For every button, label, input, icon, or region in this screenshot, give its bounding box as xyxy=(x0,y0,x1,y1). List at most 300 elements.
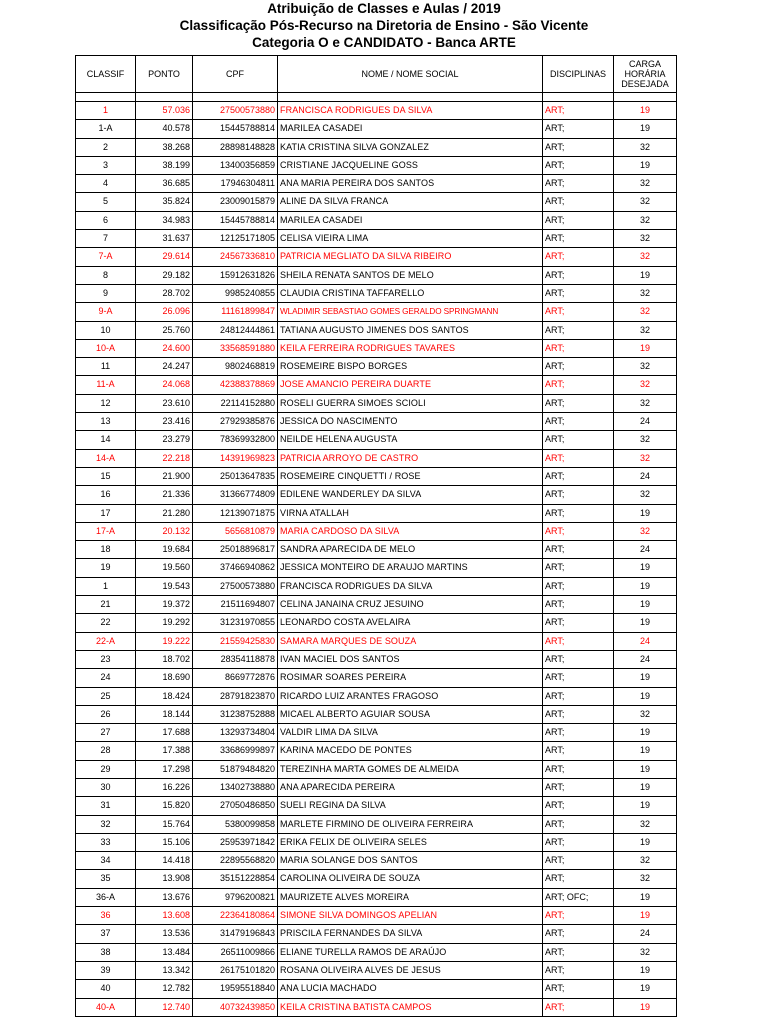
cell-disciplinas: ART; xyxy=(543,797,614,815)
cell-ponto: 15.820 xyxy=(136,797,193,815)
cell-disciplinas: ART; xyxy=(543,577,614,595)
cell-disciplinas: ART; xyxy=(543,650,614,668)
table-row xyxy=(76,467,677,485)
cell-carga: 24 xyxy=(614,925,677,943)
cell-nome: KARINA MACEDO DE PONTES xyxy=(278,742,543,760)
cell-carga: 32 xyxy=(614,175,677,193)
cell-carga: 19 xyxy=(614,888,677,906)
cell-nome: JESSICA MONTEIRO DE ARAUJO MARTINS xyxy=(278,559,543,577)
cell-carga: 32 xyxy=(614,230,677,248)
cell-carga: 19 xyxy=(614,266,677,284)
table-row xyxy=(76,907,677,925)
cell-cpf: 24567336810 xyxy=(193,248,278,266)
cell-carga: 32 xyxy=(614,522,677,540)
cell-classif: 7 xyxy=(76,230,136,248)
cell-nome: PATRICIA ARROYO DE CASTRO xyxy=(278,449,543,467)
cell-ponto: 23.416 xyxy=(136,413,193,431)
cell-ponto: 21.336 xyxy=(136,486,193,504)
cell-nome: MARILEA CASADEI xyxy=(278,211,543,229)
cell-classif: 1 xyxy=(76,102,136,120)
cell-ponto: 19.372 xyxy=(136,596,193,614)
cell-disciplinas: ART; xyxy=(543,394,614,412)
cell-cpf: 9796200821 xyxy=(193,888,278,906)
cell-disciplinas: ART; xyxy=(543,339,614,357)
table-row xyxy=(76,632,677,650)
cell-ponto: 23.610 xyxy=(136,394,193,412)
cell-disciplinas: ART; xyxy=(543,559,614,577)
document-header xyxy=(0,0,768,51)
table-row xyxy=(76,413,677,431)
cell-disciplinas: ART; xyxy=(543,467,614,485)
cell-ponto: 38.199 xyxy=(136,156,193,174)
cell-cpf: 22114152880 xyxy=(193,394,278,412)
cell-classif: 9 xyxy=(76,284,136,302)
column-header-ponto: PONTO xyxy=(136,56,193,93)
cell-disciplinas: ART; xyxy=(543,870,614,888)
cell-cpf: 13293734804 xyxy=(193,724,278,742)
table-row xyxy=(76,339,677,357)
cell-cpf: 15445788814 xyxy=(193,120,278,138)
cell-nome: NEILDE HELENA AUGUSTA xyxy=(278,431,543,449)
cell-carga: 19 xyxy=(614,687,677,705)
cell-ponto: 35.824 xyxy=(136,193,193,211)
cell-carga: 19 xyxy=(614,669,677,687)
cell-nome: SAMARA MARQUES DE SOUZA xyxy=(278,632,543,650)
cell-nome: SANDRA APARECIDA DE MELO xyxy=(278,541,543,559)
cell-cpf: 13402738880 xyxy=(193,778,278,796)
cell-cpf: 27500573880 xyxy=(193,577,278,595)
cell-carga: 19 xyxy=(614,724,677,742)
cell-carga: 32 xyxy=(614,394,677,412)
classification-table xyxy=(75,55,677,1017)
cell-classif: 27 xyxy=(76,724,136,742)
cell-nome: TEREZINHA MARTA GOMES DE ALMEIDA xyxy=(278,760,543,778)
cell-cpf: 25953971842 xyxy=(193,833,278,851)
cell-carga: 32 xyxy=(614,431,677,449)
cell-cpf: 28791823870 xyxy=(193,687,278,705)
cell-carga: 24 xyxy=(614,467,677,485)
table-row xyxy=(76,175,677,193)
cell-classif: 12 xyxy=(76,394,136,412)
cell-disciplinas: ART; xyxy=(543,120,614,138)
table-row xyxy=(76,284,677,302)
cell-disciplinas: ART; xyxy=(543,266,614,284)
cell-ponto: 24.068 xyxy=(136,376,193,394)
cell-nome: MARIA SOLANGE DOS SANTOS xyxy=(278,852,543,870)
table-row xyxy=(76,724,677,742)
cell-disciplinas: ART; xyxy=(543,760,614,778)
cell-nome: TATIANA AUGUSTO JIMENES DOS SANTOS xyxy=(278,321,543,339)
cell-nome: JOSE AMANCIO PEREIRA DUARTE xyxy=(278,376,543,394)
cell-disciplinas: ART; xyxy=(543,248,614,266)
cell-disciplinas: ART; xyxy=(543,358,614,376)
cell-cpf: 19595518840 xyxy=(193,980,278,998)
cell-classif: 39 xyxy=(76,961,136,979)
cell-cpf: 9985240855 xyxy=(193,284,278,302)
cell-carga: 24 xyxy=(614,541,677,559)
cell-carga: 32 xyxy=(614,449,677,467)
table-row xyxy=(76,230,677,248)
cell-classif: 18 xyxy=(76,541,136,559)
cell-classif: 33 xyxy=(76,833,136,851)
cell-cpf: 13400356859 xyxy=(193,156,278,174)
table-row xyxy=(76,522,677,540)
cell-nome: SIMONE SILVA DOMINGOS APELIAN xyxy=(278,907,543,925)
table-row xyxy=(76,870,677,888)
cell-carga: 19 xyxy=(614,833,677,851)
cell-carga: 32 xyxy=(614,303,677,321)
cell-classif: 11-A xyxy=(76,376,136,394)
cell-ponto: 18.690 xyxy=(136,669,193,687)
table-row xyxy=(76,669,677,687)
table-row xyxy=(76,650,677,668)
cell-ponto: 26.096 xyxy=(136,303,193,321)
table-row xyxy=(76,211,677,229)
table-row xyxy=(76,486,677,504)
cell-cpf: 27500573880 xyxy=(193,102,278,120)
cell-cpf: 78369932800 xyxy=(193,431,278,449)
cell-nome: CELINA JANAINA CRUZ JESUINO xyxy=(278,596,543,614)
table-row xyxy=(76,102,677,120)
cell-ponto: 25.760 xyxy=(136,321,193,339)
cell-ponto: 16.226 xyxy=(136,778,193,796)
cell-classif: 26 xyxy=(76,705,136,723)
table-header-row xyxy=(76,56,677,93)
cell-disciplinas: ART; xyxy=(543,211,614,229)
cell-disciplinas: ART; xyxy=(543,486,614,504)
cell-disciplinas: ART; xyxy=(543,175,614,193)
cell-cpf: 33686999897 xyxy=(193,742,278,760)
cell-classif: 19 xyxy=(76,559,136,577)
cell-carga: 32 xyxy=(614,486,677,504)
cell-disciplinas: ART; xyxy=(543,193,614,211)
table-row xyxy=(76,833,677,851)
cell-nome: SHEILA RENATA SANTOS DE MELO xyxy=(278,266,543,284)
cell-nome: MARILEA CASADEI xyxy=(278,120,543,138)
cell-ponto: 31.637 xyxy=(136,230,193,248)
table-row xyxy=(76,760,677,778)
cell-ponto: 36.685 xyxy=(136,175,193,193)
table-row xyxy=(76,504,677,522)
cell-cpf: 31238752888 xyxy=(193,705,278,723)
cell-ponto: 13.484 xyxy=(136,943,193,961)
cell-carga: 24 xyxy=(614,413,677,431)
cell-carga: 19 xyxy=(614,797,677,815)
cell-ponto: 24.600 xyxy=(136,339,193,357)
cell-nome: MICAEL ALBERTO AGUIAR SOUSA xyxy=(278,705,543,723)
cell-classif: 8 xyxy=(76,266,136,284)
cell-carga: 19 xyxy=(614,614,677,632)
cell-classif: 1 xyxy=(76,577,136,595)
cell-disciplinas: ART; xyxy=(543,815,614,833)
cell-ponto: 12.782 xyxy=(136,980,193,998)
cell-carga: 32 xyxy=(614,705,677,723)
cell-classif: 14-A xyxy=(76,449,136,467)
cell-disciplinas: ART; xyxy=(543,852,614,870)
cell-carga: 19 xyxy=(614,339,677,357)
cell-carga: 32 xyxy=(614,943,677,961)
cell-disciplinas: ART; xyxy=(543,998,614,1016)
cell-carga: 32 xyxy=(614,138,677,156)
cell-nome: ROSANA OLIVEIRA ALVES DE JESUS xyxy=(278,961,543,979)
cell-cpf: 31479196843 xyxy=(193,925,278,943)
cell-nome: IVAN MACIEL DOS SANTOS xyxy=(278,650,543,668)
table-row xyxy=(76,156,677,174)
table-row xyxy=(76,303,677,321)
cell-disciplinas: ART; xyxy=(543,138,614,156)
cell-cpf: 12125171805 xyxy=(193,230,278,248)
cell-classif: 32 xyxy=(76,815,136,833)
cell-ponto: 21.900 xyxy=(136,467,193,485)
cell-classif: 37 xyxy=(76,925,136,943)
cell-ponto: 19.684 xyxy=(136,541,193,559)
cell-disciplinas: ART; xyxy=(543,833,614,851)
cell-carga: 32 xyxy=(614,815,677,833)
cell-carga: 19 xyxy=(614,102,677,120)
cell-nome: ANA MARIA PEREIRA DOS SANTOS xyxy=(278,175,543,193)
cell-carga: 32 xyxy=(614,852,677,870)
cell-ponto: 17.688 xyxy=(136,724,193,742)
cell-ponto: 13.676 xyxy=(136,888,193,906)
cell-nome: ALINE DA SILVA FRANCA xyxy=(278,193,543,211)
table-row xyxy=(76,980,677,998)
cell-disciplinas: ART; xyxy=(543,724,614,742)
cell-classif: 3 xyxy=(76,156,136,174)
cell-nome: ROSEMEIRE BISPO BORGES xyxy=(278,358,543,376)
cell-carga: 24 xyxy=(614,632,677,650)
cell-cpf: 14391969823 xyxy=(193,449,278,467)
cell-nome: LEONARDO COSTA AVELAIRA xyxy=(278,614,543,632)
table-row xyxy=(76,138,677,156)
cell-ponto: 29.182 xyxy=(136,266,193,284)
cell-ponto: 23.279 xyxy=(136,431,193,449)
table-row xyxy=(76,358,677,376)
cell-carga: 32 xyxy=(614,870,677,888)
cell-cpf: 40732439850 xyxy=(193,998,278,1016)
cell-classif: 9-A xyxy=(76,303,136,321)
cell-cpf: 28898148828 xyxy=(193,138,278,156)
cell-carga: 19 xyxy=(614,504,677,522)
column-header-disciplinas: DISCIPLINAS xyxy=(543,56,614,93)
cell-cpf: 26511009866 xyxy=(193,943,278,961)
table-row xyxy=(76,943,677,961)
cell-nome: KATIA CRISTINA SILVA GONZALEZ xyxy=(278,138,543,156)
cell-nome: CRISTIANE JACQUELINE GOSS xyxy=(278,156,543,174)
cell-cpf: 8669772876 xyxy=(193,669,278,687)
cell-ponto: 18.144 xyxy=(136,705,193,723)
table-row xyxy=(76,120,677,138)
cell-cpf: 31366774809 xyxy=(193,486,278,504)
cell-disciplinas: ART; xyxy=(543,413,614,431)
cell-cpf: 37466940862 xyxy=(193,559,278,577)
cell-carga: 24 xyxy=(614,650,677,668)
cell-cpf: 15912631826 xyxy=(193,266,278,284)
cell-classif: 40-A xyxy=(76,998,136,1016)
cell-nome: ROSIMAR SOARES PEREIRA xyxy=(278,669,543,687)
cell-nome: RICARDO LUIZ ARANTES FRAGOSO xyxy=(278,687,543,705)
cell-nome: SUELI REGINA DA SILVA xyxy=(278,797,543,815)
cell-carga: 19 xyxy=(614,596,677,614)
table-row xyxy=(76,742,677,760)
cell-ponto: 40.578 xyxy=(136,120,193,138)
cell-carga: 19 xyxy=(614,156,677,174)
table-row xyxy=(76,596,677,614)
cell-carga: 32 xyxy=(614,358,677,376)
cell-classif: 23 xyxy=(76,650,136,668)
cell-nome: CAROLINA OLIVEIRA DE SOUZA xyxy=(278,870,543,888)
cell-disciplinas: ART; xyxy=(543,284,614,302)
cell-carga: 19 xyxy=(614,742,677,760)
table-row xyxy=(76,687,677,705)
header-title-line-2: Classificação Pós-Recurso na Diretoria de Ensino - São Vicente xyxy=(179,18,589,33)
cell-cpf: 11161899847 xyxy=(193,303,278,321)
cell-classif: 7-A xyxy=(76,248,136,266)
cell-ponto: 18.702 xyxy=(136,650,193,668)
cell-classif: 17-A xyxy=(76,522,136,540)
cell-ponto: 38.268 xyxy=(136,138,193,156)
cell-nome: ANA LUCIA MACHADO xyxy=(278,980,543,998)
table-row xyxy=(76,449,677,467)
cell-nome: VALDIR LIMA DA SILVA xyxy=(278,724,543,742)
cell-cpf: 5380099858 xyxy=(193,815,278,833)
table-row xyxy=(76,577,677,595)
cell-ponto: 19.543 xyxy=(136,577,193,595)
cell-cpf: 28354118878 xyxy=(193,650,278,668)
table-row xyxy=(76,431,677,449)
header-title-line-3: Categoria O e CANDIDATO - Banca ARTE xyxy=(252,35,516,50)
cell-cpf: 27929385876 xyxy=(193,413,278,431)
cell-nome: ROSELI GUERRA SIMOES SCIOLI xyxy=(278,394,543,412)
cell-nome: MAURIZETE ALVES MOREIRA xyxy=(278,888,543,906)
cell-carga: 32 xyxy=(614,321,677,339)
table-row xyxy=(76,797,677,815)
cell-classif: 36-A xyxy=(76,888,136,906)
cell-ponto: 13.908 xyxy=(136,870,193,888)
cell-classif: 22 xyxy=(76,614,136,632)
cell-nome: EDILENE WANDERLEY DA SILVA xyxy=(278,486,543,504)
cell-carga: 32 xyxy=(614,376,677,394)
cell-ponto: 19.222 xyxy=(136,632,193,650)
cell-classif: 38 xyxy=(76,943,136,961)
cell-classif: 40 xyxy=(76,980,136,998)
cell-carga: 32 xyxy=(614,193,677,211)
cell-classif: 29 xyxy=(76,760,136,778)
cell-ponto: 19.560 xyxy=(136,559,193,577)
cell-disciplinas: ART; xyxy=(543,303,614,321)
cell-disciplinas: ART; xyxy=(543,230,614,248)
cell-carga: 19 xyxy=(614,907,677,925)
cell-classif: 1-A xyxy=(76,120,136,138)
cell-cpf: 31231970855 xyxy=(193,614,278,632)
cell-ponto: 29.614 xyxy=(136,248,193,266)
cell-disciplinas: ART; xyxy=(543,669,614,687)
cell-cpf: 21559425830 xyxy=(193,632,278,650)
cell-ponto: 24.247 xyxy=(136,358,193,376)
cell-disciplinas: ART; xyxy=(543,596,614,614)
cell-carga: 32 xyxy=(614,211,677,229)
table-row xyxy=(76,266,677,284)
table-row xyxy=(76,394,677,412)
cell-nome: ANA APARECIDA PEREIRA xyxy=(278,778,543,796)
cell-disciplinas: ART; xyxy=(543,925,614,943)
cell-classif: 17 xyxy=(76,504,136,522)
cell-disciplinas: ART; xyxy=(543,504,614,522)
cell-disciplinas: ART; xyxy=(543,156,614,174)
cell-carga: 19 xyxy=(614,961,677,979)
cell-ponto: 15.106 xyxy=(136,833,193,851)
cell-ponto: 19.292 xyxy=(136,614,193,632)
cell-nome: VIRNA ATALLAH xyxy=(278,504,543,522)
cell-nome: ERIKA FELIX DE OLIVEIRA SELES xyxy=(278,833,543,851)
cell-nome: FRANCISCA RODRIGUES DA SILVA xyxy=(278,102,543,120)
cell-nome: ELIANE TURELLA RAMOS DE ARAÚJO xyxy=(278,943,543,961)
cell-ponto: 18.424 xyxy=(136,687,193,705)
cell-ponto: 13.536 xyxy=(136,925,193,943)
cell-nome: JESSICA DO NASCIMENTO xyxy=(278,413,543,431)
cell-cpf: 22364180864 xyxy=(193,907,278,925)
cell-disciplinas: ART; xyxy=(543,943,614,961)
cell-ponto: 57.036 xyxy=(136,102,193,120)
cell-disciplinas: ART; xyxy=(543,376,614,394)
table-row xyxy=(76,705,677,723)
cell-classif: 10-A xyxy=(76,339,136,357)
cell-disciplinas: ART; xyxy=(543,742,614,760)
table-row xyxy=(76,888,677,906)
cell-disciplinas: ART; xyxy=(543,632,614,650)
cell-classif: 36 xyxy=(76,907,136,925)
cell-classif: 10 xyxy=(76,321,136,339)
cell-nome: CLAUDIA CRISTINA TAFFARELLO xyxy=(278,284,543,302)
table-row xyxy=(76,961,677,979)
column-header-cpf: CPF xyxy=(193,56,278,93)
cell-disciplinas: ART; xyxy=(543,102,614,120)
cell-carga: 32 xyxy=(614,248,677,266)
cell-ponto: 17.388 xyxy=(136,742,193,760)
cell-nome: WLADIMIR SEBASTIAO GOMES GERALDO SPRINGMANN xyxy=(278,303,543,321)
cell-carga: 32 xyxy=(614,284,677,302)
cell-disciplinas: ART; xyxy=(543,449,614,467)
table-row xyxy=(76,925,677,943)
cell-classif: 35 xyxy=(76,870,136,888)
cell-disciplinas: ART; xyxy=(543,907,614,925)
cell-disciplinas: ART; xyxy=(543,541,614,559)
cell-classif: 11 xyxy=(76,358,136,376)
cell-cpf: 5656810879 xyxy=(193,522,278,540)
cell-classif: 15 xyxy=(76,467,136,485)
header-title-line-1: Atribuição de Classes e Aulas / 2019 xyxy=(267,1,501,16)
cell-cpf: 21511694807 xyxy=(193,596,278,614)
table-row xyxy=(76,778,677,796)
cell-classif: 22-A xyxy=(76,632,136,650)
cell-ponto: 15.764 xyxy=(136,815,193,833)
cell-classif: 16 xyxy=(76,486,136,504)
cell-classif: 5 xyxy=(76,193,136,211)
cell-classif: 34 xyxy=(76,852,136,870)
cell-cpf: 15445788814 xyxy=(193,211,278,229)
cell-cpf: 24812444861 xyxy=(193,321,278,339)
cell-classif: 6 xyxy=(76,211,136,229)
cell-cpf: 35151228854 xyxy=(193,870,278,888)
cell-disciplinas: ART; xyxy=(543,614,614,632)
cell-classif: 30 xyxy=(76,778,136,796)
table-row xyxy=(76,541,677,559)
cell-classif: 28 xyxy=(76,742,136,760)
cell-disciplinas: ART; xyxy=(543,431,614,449)
cell-disciplinas: ART; xyxy=(543,522,614,540)
cell-nome: KEILA CRISTINA BATISTA CAMPOS xyxy=(278,998,543,1016)
table-row xyxy=(76,376,677,394)
cell-nome: PRISCILA FERNANDES DA SILVA xyxy=(278,925,543,943)
